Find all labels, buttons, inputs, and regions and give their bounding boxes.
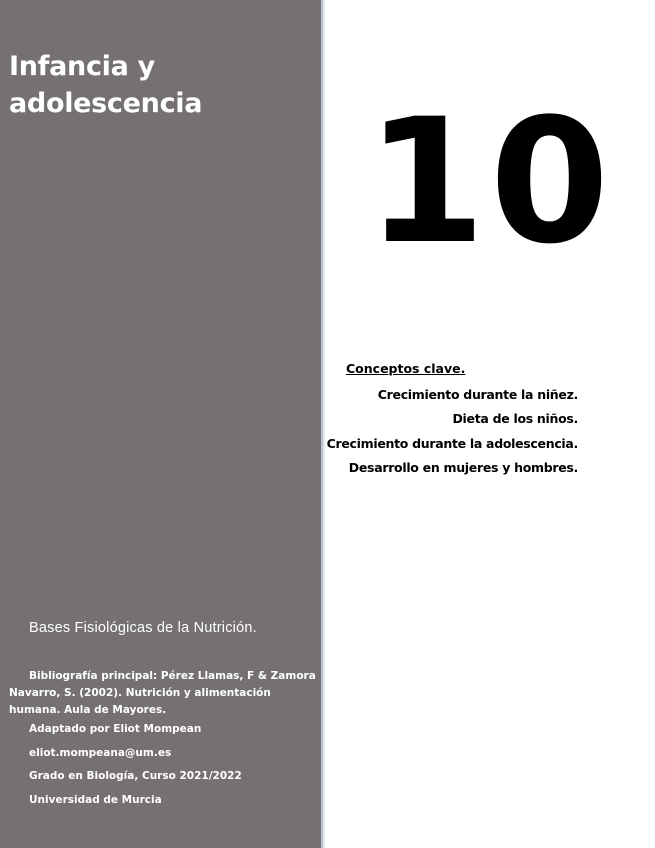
title-line-2: adolescencia: [9, 88, 203, 119]
concepts-heading: Conceptos clave.: [346, 361, 466, 376]
concept-item: Crecimiento durante la niñez.: [377, 387, 578, 402]
title-line-1: Infancia y: [9, 51, 155, 82]
bibliography-text: Bibliografía principal: Pérez Llamas, F & Zamora Navarro, S. (2002). Nutrición y alimentación humana. Aula de Mayores.: [9, 670, 316, 716]
concept-item: Crecimiento durante la adolescencia.: [326, 436, 578, 451]
subject-name: Bases Fisiológicas de la Nutrición.: [29, 620, 257, 636]
author-email: eliot.mompeana@um.es: [29, 747, 172, 759]
cover-title: [9, 48, 309, 122]
sidebar-divider: [323, 0, 326, 848]
university-name: Universidad de Murcia: [29, 794, 162, 806]
concept-item: Desarrollo en mujeres y hombres.: [348, 460, 578, 475]
chapter-number: 10: [366, 81, 614, 282]
adapted-by-text: Adaptado por Eliot Mompean: [29, 723, 202, 735]
cover-sidebar: [0, 0, 323, 848]
concept-item: Dieta de los niños.: [452, 411, 578, 426]
degree-course-text: Grado en Biología, Curso 2021/2022: [29, 770, 242, 782]
